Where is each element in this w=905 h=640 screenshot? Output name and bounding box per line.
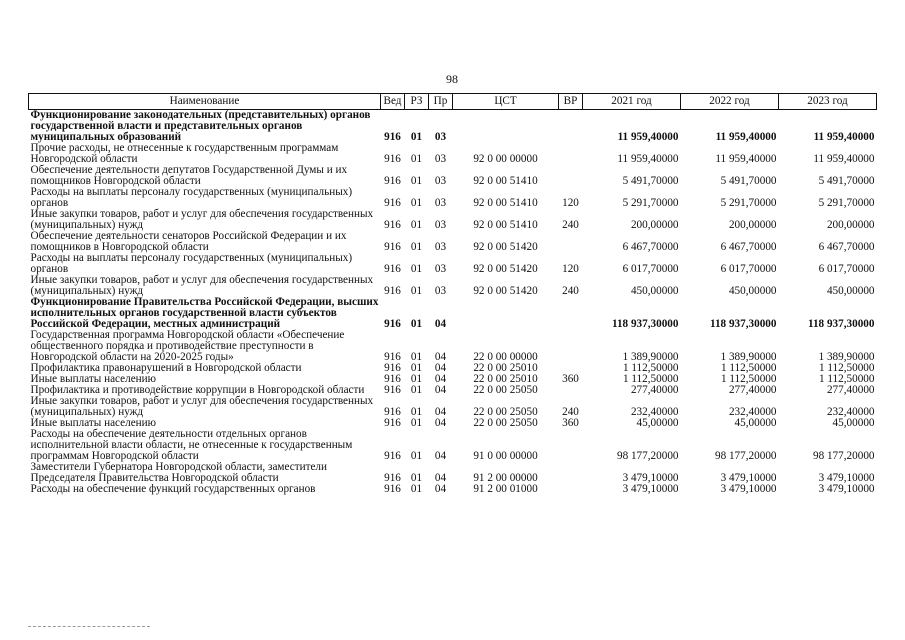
cell-cst: 92 0 00 51410	[473, 219, 538, 231]
header-2023: 2023 год	[779, 94, 877, 110]
table-header-row	[29, 94, 877, 110]
cell-ved: 916	[384, 406, 401, 418]
cell-rz: 01	[410, 197, 423, 209]
cell-pr: 04	[434, 384, 447, 396]
cell-pr: 04	[434, 406, 447, 418]
cell-name: Обеспечение деятельности сенаторов Российской Федерации и их помощников в Новгородской области	[30, 230, 347, 253]
cell-2022: 5 491,70000	[720, 175, 777, 187]
cell-2023: 277,40000	[826, 384, 875, 396]
cell-ved: 916	[384, 318, 401, 330]
cell-rz: 01	[410, 373, 423, 385]
cell-cst: 91 0 00 00000	[473, 450, 538, 462]
cell-2022: 118 937,30000	[709, 318, 777, 330]
cell-rz: 01	[410, 153, 423, 165]
header-2021: 2021 год	[583, 94, 681, 110]
table-row	[29, 187, 877, 209]
header-2022: 2022 год	[681, 94, 779, 110]
cell-2023: 6 017,70000	[818, 263, 875, 275]
page-number: 98	[446, 72, 458, 86]
cell-pr: 04	[434, 351, 447, 363]
cell-cst	[453, 297, 559, 330]
cell-2021: 1 112,50000	[622, 362, 679, 374]
cell-ved: 916	[384, 450, 401, 462]
cell-vr	[559, 143, 583, 165]
cell-2022: 5 291,70000	[720, 197, 777, 209]
cell-name: Профилактика и противодействие коррупции в Новгородской области	[30, 384, 365, 396]
cell-vr: 360	[562, 373, 579, 385]
cell-pr: 03	[434, 241, 447, 253]
cell-rz: 01	[410, 241, 423, 253]
cell-2022: 3 479,10000	[720, 472, 777, 484]
cell-cst: 22 0 00 25010	[473, 373, 538, 385]
table-row	[29, 429, 877, 462]
cell-2022: 3 479,10000	[720, 483, 777, 495]
cell-2021: 1 112,50000	[622, 373, 679, 385]
cell-2022: 6 467,70000	[720, 241, 777, 253]
header-pr: Пр	[429, 94, 453, 110]
cell-name: Иные закупки товаров, работ и услуг для обеспечения государственных (муниципальных) нужд	[30, 208, 374, 231]
table-row	[29, 110, 877, 144]
table-row	[29, 396, 877, 418]
table-row	[29, 231, 877, 253]
cell-ved: 916	[384, 483, 401, 495]
table-row	[29, 165, 877, 187]
page-edge-line	[28, 626, 150, 627]
cell-ved: 916	[384, 131, 401, 143]
cell-pr: 04	[434, 483, 447, 495]
cell-cst: 22 0 00 25010	[473, 362, 538, 374]
cell-cst	[453, 110, 559, 144]
cell-2022: 1 112,50000	[720, 362, 777, 374]
header-cst: ЦСТ	[453, 94, 559, 110]
cell-cst: 22 0 00 25050	[473, 406, 538, 418]
cell-pr: 03	[434, 153, 447, 165]
cell-ved: 916	[384, 285, 401, 297]
cell-2023: 1 112,50000	[818, 362, 875, 374]
cell-name: Расходы на обеспечение функций государственных органов	[30, 483, 316, 495]
cell-cst: 92 0 00 51420	[473, 263, 538, 275]
cell-2021: 11 959,40000	[617, 153, 679, 165]
cell-2023: 11 959,40000	[813, 153, 875, 165]
cell-2021: 5 491,70000	[622, 175, 679, 187]
cell-2023: 3 479,10000	[818, 483, 875, 495]
cell-name: Обеспечение деятельности депутатов Государственной Думы и их помощников Новгородской области	[30, 164, 348, 187]
cell-2023: 11 959,40000	[813, 131, 875, 143]
cell-rz: 01	[410, 318, 423, 330]
cell-vr: 240	[562, 406, 579, 418]
cell-pr: 03	[434, 197, 447, 209]
cell-pr: 03	[434, 219, 447, 231]
cell-2023: 200,00000	[826, 219, 875, 231]
cell-2021: 45,00000	[636, 417, 679, 429]
table-row	[29, 209, 877, 231]
cell-2022: 98 177,20000	[714, 450, 777, 462]
cell-rz: 01	[410, 472, 423, 484]
cell-cst: 92 0 00 51420	[473, 285, 538, 297]
cell-vr	[559, 429, 583, 462]
table-row	[29, 330, 877, 363]
header-ved: Вед	[381, 94, 405, 110]
cell-pr: 04	[434, 417, 447, 429]
cell-ved: 916	[384, 175, 401, 187]
cell-pr: 04	[434, 472, 447, 484]
cell-vr	[559, 385, 583, 396]
cell-2021: 5 291,70000	[622, 197, 679, 209]
cell-2022: 1 112,50000	[720, 373, 777, 385]
cell-ved: 916	[384, 197, 401, 209]
cell-name: Иные выплаты населению	[30, 417, 156, 429]
header-rz: РЗ	[405, 94, 429, 110]
cell-pr: 04	[434, 362, 447, 374]
cell-cst: 22 0 00 25050	[473, 384, 538, 396]
cell-name: Иные выплаты населению	[30, 373, 156, 385]
cell-2023: 450,00000	[826, 285, 875, 297]
cell-rz: 01	[410, 351, 423, 363]
cell-vr	[559, 110, 583, 144]
cell-2023: 1 389,90000	[818, 351, 875, 363]
cell-2021: 3 479,10000	[622, 472, 679, 484]
cell-2022: 1 389,90000	[720, 351, 777, 363]
cell-vr	[559, 484, 583, 495]
cell-ved: 916	[384, 417, 401, 429]
cell-2022: 6 017,70000	[720, 263, 777, 275]
cell-vr: 240	[562, 285, 579, 297]
budget-table	[28, 93, 877, 495]
cell-name: Иные закупки товаров, работ и услуг для обеспечения государственных (муниципальных) нужд	[30, 395, 374, 418]
cell-2021: 200,00000	[630, 219, 679, 231]
cell-2022: 232,40000	[728, 406, 777, 418]
cell-name: Государственная программа Новгородской области «Обеспечение общественного порядка и противодействие преступности в Новгородской области на 2020-2025 годы»	[30, 329, 345, 363]
cell-name: Функционирование Правительства Российской Федерации, высших исполнительных органов государственной власти субъектов Российской Федерации, местных администраций	[30, 296, 379, 330]
cell-2021: 277,40000	[630, 384, 679, 396]
cell-vr	[559, 330, 583, 363]
cell-2021: 98 177,20000	[616, 450, 679, 462]
cell-ved: 916	[384, 351, 401, 363]
cell-rz: 01	[410, 417, 423, 429]
cell-name: Иные закупки товаров, работ и услуг для обеспечения государственных (муниципальных) нужд	[30, 274, 374, 297]
header-name: Наименование	[29, 94, 381, 110]
cell-2022: 277,40000	[728, 384, 777, 396]
cell-rz: 01	[410, 219, 423, 231]
cell-name: Прочие расходы, не отнесенные к государственным программам Новгородской области	[30, 142, 339, 165]
cell-2021: 11 959,40000	[617, 131, 679, 143]
header-vr: ВР	[559, 94, 583, 110]
cell-2023: 3 479,10000	[818, 472, 875, 484]
cell-2023: 45,00000	[832, 417, 875, 429]
cell-name: Заместители Губернатора Новгородской области, заместители Председателя Правительства Новгородской области	[30, 461, 327, 484]
cell-2023: 5 491,70000	[818, 175, 875, 187]
cell-pr: 03	[434, 175, 447, 187]
cell-2021: 6 017,70000	[622, 263, 679, 275]
table-row	[29, 462, 877, 484]
cell-2022: 200,00000	[728, 219, 777, 231]
cell-2022: 450,00000	[728, 285, 777, 297]
table-row	[29, 297, 877, 330]
cell-2022: 11 959,40000	[715, 153, 777, 165]
cell-cst: 92 0 00 51420	[473, 241, 538, 253]
cell-rz: 01	[410, 483, 423, 495]
cell-vr	[559, 297, 583, 330]
cell-name: Профилактика правонарушений в Новгородской области	[30, 362, 302, 374]
cell-ved: 916	[384, 153, 401, 165]
cell-vr: 360	[562, 417, 579, 429]
cell-cst: 91 2 00 00000	[473, 472, 538, 484]
cell-2021: 1 389,90000	[622, 351, 679, 363]
cell-2021: 232,40000	[630, 406, 679, 418]
cell-rz: 01	[410, 285, 423, 297]
cell-cst: 91 2 00 01000	[473, 483, 538, 495]
cell-pr: 03	[434, 131, 447, 143]
cell-vr	[559, 231, 583, 253]
cell-pr: 03	[434, 263, 447, 275]
cell-2023: 6 467,70000	[818, 241, 875, 253]
cell-ved: 916	[384, 263, 401, 275]
cell-pr: 04	[434, 450, 447, 462]
cell-2022: 45,00000	[734, 417, 777, 429]
cell-cst: 92 0 00 51410	[473, 175, 538, 187]
cell-cst: 22 0 00 25050	[473, 417, 538, 429]
cell-2023: 98 177,20000	[812, 450, 875, 462]
cell-ved: 916	[384, 241, 401, 253]
cell-cst: 22 0 00 00000	[473, 351, 538, 363]
cell-ved: 916	[384, 472, 401, 484]
cell-rz: 01	[410, 263, 423, 275]
cell-name: Расходы на выплаты персоналу государственных (муниципальных) органов	[30, 252, 353, 275]
cell-2023: 5 291,70000	[818, 197, 875, 209]
cell-2022: 11 959,40000	[715, 131, 777, 143]
cell-2021: 118 937,30000	[611, 318, 679, 330]
cell-rz: 01	[410, 384, 423, 396]
cell-2023: 232,40000	[826, 406, 875, 418]
cell-cst: 92 0 00 51410	[473, 197, 538, 209]
cell-ved: 916	[384, 384, 401, 396]
cell-2021: 3 479,10000	[622, 483, 679, 495]
cell-name: Расходы на выплаты персоналу государственных (муниципальных) органов	[30, 186, 353, 209]
table-row	[29, 484, 877, 495]
cell-name: Функционирование законодательных (представительных) органов государственной власти и представительных органов муниципальных образований	[30, 109, 371, 143]
cell-2021: 450,00000	[630, 285, 679, 297]
table-row	[29, 253, 877, 275]
cell-pr: 03	[434, 285, 447, 297]
cell-rz: 01	[410, 450, 423, 462]
cell-pr: 04	[434, 318, 447, 330]
cell-rz: 01	[410, 175, 423, 187]
cell-vr: 120	[562, 263, 579, 275]
cell-rz: 01	[410, 131, 423, 143]
cell-vr: 240	[562, 219, 579, 231]
table-row	[29, 275, 877, 297]
cell-cst: 92 0 00 00000	[473, 153, 538, 165]
cell-2023: 118 937,30000	[807, 318, 875, 330]
cell-rz: 01	[410, 406, 423, 418]
cell-pr: 04	[434, 373, 447, 385]
cell-ved: 916	[384, 362, 401, 374]
table-row	[29, 143, 877, 165]
cell-name: Расходы на обеспечение деятельности отдельных органов исполнительной власти области, не отнесенные к государственным программам Новгородской области	[30, 428, 353, 462]
cell-ved: 916	[384, 219, 401, 231]
cell-vr	[559, 462, 583, 484]
cell-2023: 1 112,50000	[818, 373, 875, 385]
cell-2021: 6 467,70000	[622, 241, 679, 253]
cell-ved: 916	[384, 373, 401, 385]
cell-vr: 120	[562, 197, 579, 209]
cell-vr	[559, 165, 583, 187]
cell-rz: 01	[410, 362, 423, 374]
